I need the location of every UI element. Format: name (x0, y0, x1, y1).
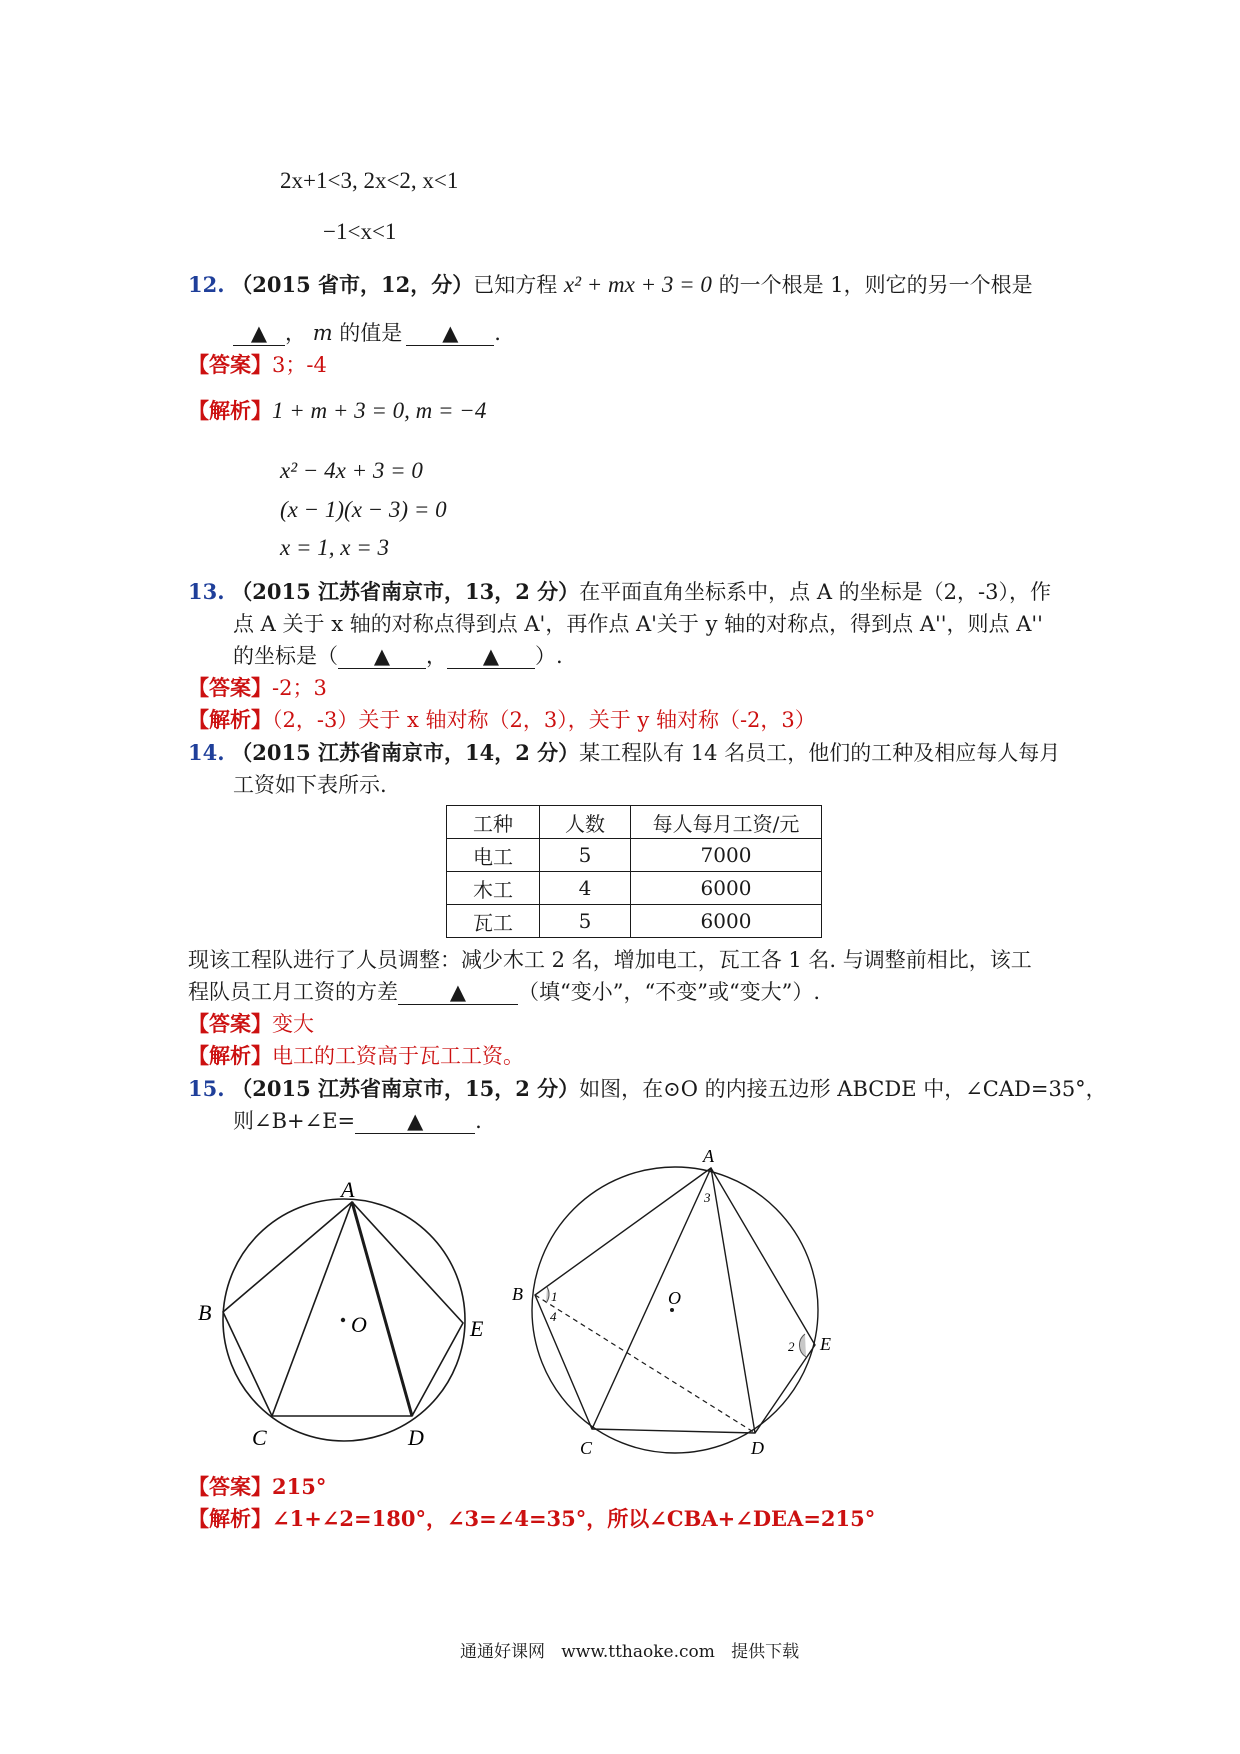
fig2-label-a: A (703, 1148, 714, 1166)
table-cell: 6000 (631, 872, 822, 905)
table-cell: 5 (540, 839, 631, 872)
q12-blank-1[interactable]: ▲ (233, 321, 285, 346)
fig1-label-c: C (252, 1425, 267, 1450)
q12-analysis-line-4: x = 1, x = 3 (280, 535, 389, 560)
q12-analysis (188, 396, 486, 426)
q14-answer-value: 变大 (272, 1012, 314, 1036)
fig2-chord-ac (592, 1168, 711, 1429)
q15-blank[interactable]: ▲ (355, 1109, 475, 1134)
q13-analysis-tag: 【解析】 (188, 707, 272, 732)
fig1-label-d: D (408, 1425, 424, 1450)
q12-equation: x² + mx + 3 = 0 (563, 272, 712, 297)
q13-text-3a: 的坐标是（ (233, 644, 338, 668)
q15-source: （2015 江苏省南京市，15，2 分） (231, 1076, 580, 1101)
q13-line-2: 点 A 关于 x 轴的对称点得到点 A'，再作点 A'关于 y 轴的对称点，得到点 A''，则点 A'' (233, 612, 1043, 636)
q15-number: 15. (188, 1076, 225, 1101)
q14-source: （2015 江苏省南京市，14，2 分） (231, 740, 580, 765)
table-cell: 木工 (447, 872, 540, 905)
fig1-label-b: B (198, 1300, 212, 1325)
fig2-label-d: D (751, 1438, 764, 1458)
work-line-1: 2x+1<3, 2x<2, x<1 (280, 168, 459, 193)
q15-answer-tag: 【答案】 (188, 1474, 272, 1499)
page-footer: 通通好课网 www.tthaoke.com 提供下载 (460, 1642, 800, 1662)
q12-stem-b: 的一个根是 1，则它的另一个根是 (718, 273, 1033, 297)
table-cell: 5 (540, 905, 631, 938)
q13-answer-tag: 【答案】 (188, 675, 272, 700)
q12-analysis-tag: 【解析】 (188, 398, 272, 423)
q14-analysis-tag: 【解析】 (188, 1043, 272, 1068)
q14-line-1 (188, 738, 1060, 768)
q15-answer-value: 215° (272, 1474, 327, 1499)
q12-sep: ， (285, 321, 306, 345)
q12-answer-value: 3；-4 (272, 353, 327, 377)
q12-line-2 (233, 318, 501, 348)
fig1-center-dot (341, 1318, 345, 1322)
fig2-dashed-bd (535, 1295, 755, 1433)
table-cell: 7000 (631, 839, 822, 872)
fig1-label-a: A (341, 1177, 355, 1202)
q12-stem-a: 已知方程 (473, 273, 558, 297)
q13-text-3b: ， (426, 644, 447, 668)
q12-number: 12. (188, 272, 225, 297)
work-line-2: −1<x<1 (323, 219, 397, 244)
fig2-label-2: 2 (788, 1339, 795, 1354)
q14-number: 14. (188, 740, 225, 765)
q13-analysis (188, 705, 816, 735)
fig2-label-3: 3 (704, 1190, 711, 1205)
q13-answer-value: -2；3 (272, 676, 327, 700)
q13-number: 13. (188, 579, 225, 604)
table-header-row (447, 806, 822, 839)
table-cell: 电工 (447, 839, 540, 872)
q15-text-2a: 则∠B+∠E= (233, 1109, 356, 1133)
q12-analysis-line-2: x² − 4x + 3 = 0 (280, 458, 423, 483)
q13-analysis-value: （2，-3）关于 x 轴对称（2，3），关于 y 轴对称（-2，3） (272, 708, 816, 732)
q14-analysis-value: 电工的工资高于瓦工工资。 (272, 1044, 524, 1068)
q13-line-1 (188, 577, 1051, 607)
q13-blank-1[interactable]: ▲ (338, 644, 426, 669)
table-row (447, 839, 822, 872)
fig2-label-b: B (512, 1284, 523, 1304)
table-cell: 4 (540, 872, 631, 905)
fig2-circle (532, 1167, 818, 1453)
table-row (447, 872, 822, 905)
q13-answer (188, 673, 327, 703)
q14-line-4 (188, 977, 820, 1007)
q12-stem-c: 的值是 (339, 321, 403, 345)
q12-end: . (494, 321, 501, 345)
q13-source: （2015 江苏省南京市，13，2 分） (231, 579, 580, 604)
q12-line-1 (188, 270, 1033, 300)
q14-blank[interactable]: ▲ (398, 980, 518, 1005)
q15-answer (188, 1472, 326, 1502)
figure-1-pentagon (190, 1160, 490, 1460)
q15-analysis-value: ∠1+∠2=180°，∠3=∠4=35°，所以∠CBA+∠DEA=215° (272, 1506, 876, 1531)
fig2-label-1: 1 (551, 1289, 558, 1304)
q12-blank-2[interactable]: ▲ (406, 321, 494, 346)
table-cell: 瓦工 (447, 905, 540, 938)
figure-2-pentagon (500, 1148, 840, 1458)
q12-source: （2015 省市，12，分） (231, 272, 474, 297)
table-header: 人数 (540, 806, 631, 839)
table-header: 工种 (447, 806, 540, 839)
table-row (447, 905, 822, 938)
q14-answer (188, 1009, 314, 1039)
q13-text-1: 在平面直角坐标系中，点 A 的坐标是（2，-3），作 (579, 580, 1051, 604)
fig2-angle-arc-e (799, 1334, 806, 1357)
q15-analysis-tag: 【解析】 (188, 1506, 272, 1531)
q15-text-1: 如图，在⊙O 的内接五边形 ABCDE 中，∠CAD=35°， (579, 1077, 1107, 1101)
q14-text-4b: （填“变小”，“不变”或“变大”）. (518, 980, 821, 1004)
q15-text-2b: . (475, 1109, 482, 1133)
fig2-chord-ad (711, 1168, 755, 1433)
wage-table (446, 805, 822, 938)
q14-text-4a: 程队员工月工资的方差 (188, 980, 398, 1004)
q14-analysis (188, 1041, 524, 1071)
q14-text-1: 某工程队有 14 名员工，他们的工种及相应每人每月 (579, 741, 1061, 765)
q13-blank-2[interactable]: ▲ (447, 644, 535, 669)
fig1-label-e: E (470, 1316, 484, 1341)
table-header: 每人每月工资/元 (631, 806, 822, 839)
fig2-label-o: O (668, 1288, 681, 1308)
fig2-label-c: C (580, 1438, 593, 1458)
q13-line-3 (233, 641, 563, 671)
fig1-label-o: O (351, 1312, 367, 1337)
table-cell: 6000 (631, 905, 822, 938)
q14-line-3: 现该工程队进行了人员调整：减少木工 2 名，增加电工，瓦工各 1 名. 与调整前相比，该工 (188, 948, 1032, 972)
fig1-chord-ac (272, 1202, 352, 1416)
fig2-label-e: E (820, 1334, 831, 1354)
q14-line-2: 工资如下表所示. (233, 773, 387, 797)
q14-answer-tag: 【答案】 (188, 1011, 272, 1036)
q15-line-2 (233, 1106, 482, 1136)
q15-line-1 (188, 1074, 1107, 1104)
q12-answer (188, 350, 327, 380)
q12-analysis-line-3: (x − 1)(x − 3) = 0 (280, 497, 447, 522)
fig2-label-4: 4 (550, 1309, 557, 1324)
q13-text-3c: ）. (535, 644, 563, 668)
q15-analysis (188, 1504, 875, 1534)
q12-answer-tag: 【答案】 (188, 352, 272, 377)
q12-m: m (312, 321, 333, 345)
q12-analysis-line-1: 1 + m + 3 = 0, m = −4 (272, 398, 487, 423)
fig2-angle-arc-b (546, 1287, 549, 1303)
fig2-center-dot (670, 1308, 674, 1312)
